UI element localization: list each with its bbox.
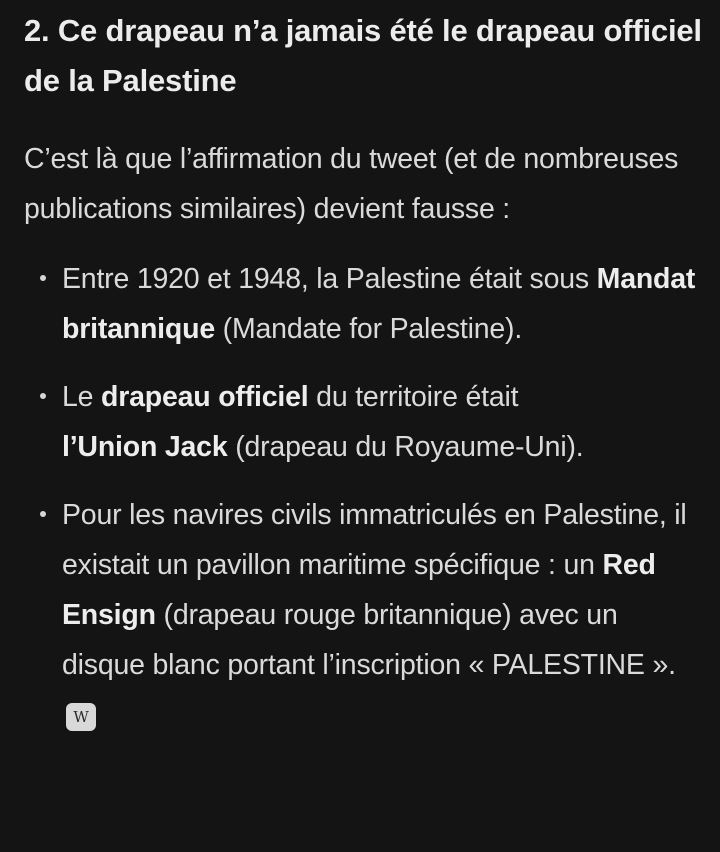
response-content	[24, 6, 704, 758]
section-heading: 2. Ce drapeau n’a jamais été le drapeau officiel de la Palestine	[24, 13, 702, 98]
bold-text: drapeau officiel	[101, 381, 309, 413]
bullet-dot	[40, 275, 46, 281]
bullet-text: Entre 1920 et 1948, la Palestine était sous	[62, 263, 597, 295]
bold-text: l’Union Jack	[62, 431, 228, 463]
bullet-text: Pour les navires civils immatriculés en Palestine, il existait un pavillon maritime spécifique : un	[62, 499, 687, 581]
bullet-text: (drapeau du Royaume-Uni).	[227, 431, 584, 463]
bullet-dot	[40, 393, 46, 399]
list-item	[24, 372, 704, 472]
bullet-list	[24, 254, 704, 740]
bullet-dot	[40, 511, 46, 517]
intro-paragraph: C’est là que l’affirmation du tweet (et de nombreuses publications similaires) devient fausse :	[24, 143, 679, 225]
bullet-text: (Mandate for Palestine).	[214, 313, 523, 345]
bullet-text: Le	[62, 381, 102, 413]
list-item	[24, 254, 704, 354]
bold-text: Mandat britannique	[62, 263, 696, 345]
bullet-text: (drapeau rouge britannique) avec un disque blanc portant l’inscription « PALESTINE ».	[62, 599, 676, 681]
bold-text: Red Ensign	[62, 549, 656, 631]
bullet-text: du territoire était	[308, 381, 519, 413]
list-item	[24, 490, 704, 740]
wikipedia-icon[interactable]: W	[66, 703, 96, 731]
